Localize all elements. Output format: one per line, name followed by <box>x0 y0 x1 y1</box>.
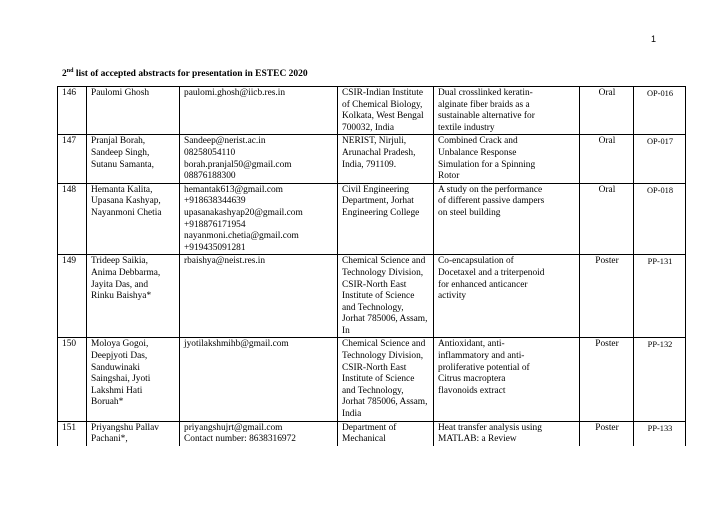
presentation-type-cell: Poster <box>580 338 634 421</box>
cell-line: rbaishya@neist.res.in <box>184 256 266 267</box>
cell-line: 08258054110 <box>184 147 236 158</box>
cell-line: Sutanu Samanta, <box>91 159 155 170</box>
abstract-code-cell: OP-016 <box>634 87 686 135</box>
cell-line: Jorhat 785006, Assam, <box>342 314 428 325</box>
cell-line: sustainable alternative for <box>438 111 535 122</box>
cell-line: Antioxidant, anti- <box>438 339 505 350</box>
serial-number-cell: 146 <box>58 87 87 135</box>
cell-line: Sandeep Singh, <box>91 147 150 158</box>
cell-line: Chemical Science and <box>342 256 426 267</box>
cell-line: Department of <box>342 422 397 433</box>
cell-line: on steel building <box>438 207 501 218</box>
table-row <box>58 421 686 446</box>
cell-line: Saingshai, Jyoti <box>91 374 151 385</box>
authors-cell <box>87 255 180 338</box>
cell-line: priyangshujrt@gmail.com <box>184 422 283 433</box>
presentation-type-cell: Poster <box>580 421 634 446</box>
cell-line: Technology Division, <box>342 267 424 278</box>
cell-line: +919435091281 <box>184 242 246 253</box>
cell-line: jyotilakshmihb@gmail.com <box>184 339 289 350</box>
cell-line: Priyangshu Pallav <box>91 422 159 433</box>
abstract-title-cell <box>434 87 580 135</box>
cell-line: +918638344639 <box>184 196 246 207</box>
cell-line: Chemical Science and <box>342 339 426 350</box>
abstract-title-cell <box>434 135 580 183</box>
heading-prefix: 2 <box>62 69 67 79</box>
contact-cell <box>180 87 338 135</box>
presentation-type-cell: Oral <box>580 87 634 135</box>
cell-line: Pachani*, <box>91 434 128 445</box>
presentation-type-cell: Poster <box>580 255 634 338</box>
cell-line: inflammatory and anti- <box>438 351 525 362</box>
cell-line: Arunachal Pradesh, <box>342 147 416 158</box>
abstract-code-cell: PP-131 <box>634 255 686 338</box>
cell-line: Jayita Das, and <box>91 279 149 290</box>
institution-cell <box>338 255 434 338</box>
cell-line: flavonoids extract <box>438 385 506 396</box>
abstracts-table <box>57 86 686 446</box>
cell-line: Paulomi Ghosh <box>91 88 150 98</box>
cell-line: proliferative potential of <box>438 362 530 373</box>
cell-line: 700032, India <box>342 122 395 133</box>
serial-number-cell: 148 <box>58 183 87 255</box>
heading-superscript: nd <box>66 67 74 74</box>
cell-line: CSIR-North East <box>342 279 407 290</box>
cell-line: textile industry <box>438 122 495 133</box>
cell-line: CSIR-North East <box>342 362 407 373</box>
institution-cell <box>338 135 434 183</box>
serial-number-cell: 147 <box>58 135 87 183</box>
cell-line: Jorhat 785006, Assam, <box>342 397 428 408</box>
cell-line: Engineering College <box>342 207 420 218</box>
cell-line: Upasana Kashyap, <box>91 196 161 207</box>
cell-line: and Technology, <box>342 302 404 313</box>
cell-line: Hemanta Kalita, <box>91 184 153 195</box>
authors-cell <box>87 135 180 183</box>
cell-line: Contact number: 8638316972 <box>184 434 296 445</box>
cell-line: and Technology, <box>342 385 404 396</box>
cell-line: MATLAB: a Review <box>438 434 517 445</box>
abstract-title-cell <box>434 421 580 446</box>
presentation-type-cell: Oral <box>580 135 634 183</box>
cell-line: Trideep Saikia, <box>91 256 148 267</box>
cell-line: Sandeep@nerist.ac.in <box>184 136 266 147</box>
cell-line: Rotor <box>438 171 460 182</box>
cell-line: hemantak613@gmail.com <box>184 184 283 195</box>
cell-line: Rinku Baishya* <box>91 291 152 302</box>
page-number: 1 <box>650 34 656 44</box>
cell-line: nayanmoni.chetia@gmail.com <box>184 231 299 242</box>
cell-line: Co-encapsulation of <box>438 256 514 267</box>
cell-line: Mechanical <box>342 434 386 445</box>
abstract-code-cell: OP-018 <box>634 183 686 255</box>
cell-line: Boruah* <box>91 397 124 408</box>
cell-line: NERIST, Nirjuli, <box>342 136 407 147</box>
abstract-code-cell: OP-017 <box>634 135 686 183</box>
cell-line: Nayanmoni Chetia <box>91 207 162 218</box>
serial-number-cell: 150 <box>58 338 87 421</box>
cell-line: Unbalance Response <box>438 147 517 158</box>
cell-line: Citrus macroptera <box>438 374 506 385</box>
cell-line: Deepjyoti Das, <box>91 351 148 362</box>
cell-line: India, 791109. <box>342 159 397 170</box>
contact-cell <box>180 255 338 338</box>
institution-cell <box>338 421 434 446</box>
abstract-title-cell <box>434 338 580 421</box>
cell-line: Lakshmi Hati <box>91 385 143 396</box>
abstract-code-cell: PP-132 <box>634 338 686 421</box>
cell-line: Institute of Science <box>342 374 415 385</box>
table-row <box>58 255 686 338</box>
table-row <box>58 87 686 135</box>
cell-line: upasanakashyap20@gmail.com <box>184 207 303 218</box>
table-row <box>58 183 686 255</box>
cell-line: India <box>342 409 362 420</box>
heading-text: list of accepted abstracts for presentation in ESTEC 2020 <box>73 69 308 79</box>
contact-cell <box>180 421 338 446</box>
cell-line: activity <box>438 291 467 302</box>
cell-line: Combined Crack and <box>438 136 518 147</box>
cell-line: Kolkata, West Bengal <box>342 111 424 122</box>
cell-line: A study on the performance <box>438 184 543 195</box>
institution-cell <box>338 338 434 421</box>
contact-cell <box>180 135 338 183</box>
table-row <box>58 338 686 421</box>
page-heading <box>62 69 308 79</box>
cell-line: of different passive dampers <box>438 196 545 207</box>
cell-line: Docetaxel and a triterpenoid <box>438 267 545 278</box>
abstract-title-cell <box>434 183 580 255</box>
abstract-code-cell: PP-133 <box>634 421 686 446</box>
cell-line: Civil Engineering <box>342 184 409 195</box>
abstract-title-cell <box>434 255 580 338</box>
serial-number-cell: 149 <box>58 255 87 338</box>
institution-cell <box>338 87 434 135</box>
contact-cell <box>180 338 338 421</box>
serial-number-cell: 151 <box>58 421 87 446</box>
cell-line: Simulation for a Spinning <box>438 159 536 170</box>
authors-cell <box>87 87 180 135</box>
cell-line: Institute of Science <box>342 291 415 302</box>
cell-line: for enhanced anticancer <box>438 279 528 290</box>
cell-line: Anima Debbarma, <box>91 267 161 278</box>
cell-line: borah.pranjal50@gmail.com <box>184 159 292 170</box>
cell-line: CSIR-Indian Institute <box>342 88 423 98</box>
cell-line: Pranjal Borah, <box>91 136 146 147</box>
cell-line: Heat transfer analysis using <box>438 422 542 433</box>
cell-line: Technology Division, <box>342 351 424 362</box>
cell-line: Dual crosslinked keratin- <box>438 88 533 98</box>
authors-cell <box>87 421 180 446</box>
institution-cell <box>338 183 434 255</box>
authors-cell <box>87 183 180 255</box>
cell-line: 08876188300 <box>184 171 236 182</box>
cell-line: Moloya Gogoi, <box>91 339 149 350</box>
table-row <box>58 135 686 183</box>
contact-cell <box>180 183 338 255</box>
presentation-type-cell: Oral <box>580 183 634 255</box>
cell-line: Department, Jorhat <box>342 196 414 207</box>
authors-cell <box>87 338 180 421</box>
cell-line: +918876171954 <box>184 219 246 230</box>
cell-line: paulomi.ghosh@iicb.res.in <box>184 88 286 98</box>
cell-line: of Chemical Biology, <box>342 99 423 110</box>
cell-line: alginate fiber braids as a <box>438 99 530 110</box>
cell-line: Sanduwinaki <box>91 362 140 373</box>
cell-line: In <box>342 325 350 336</box>
